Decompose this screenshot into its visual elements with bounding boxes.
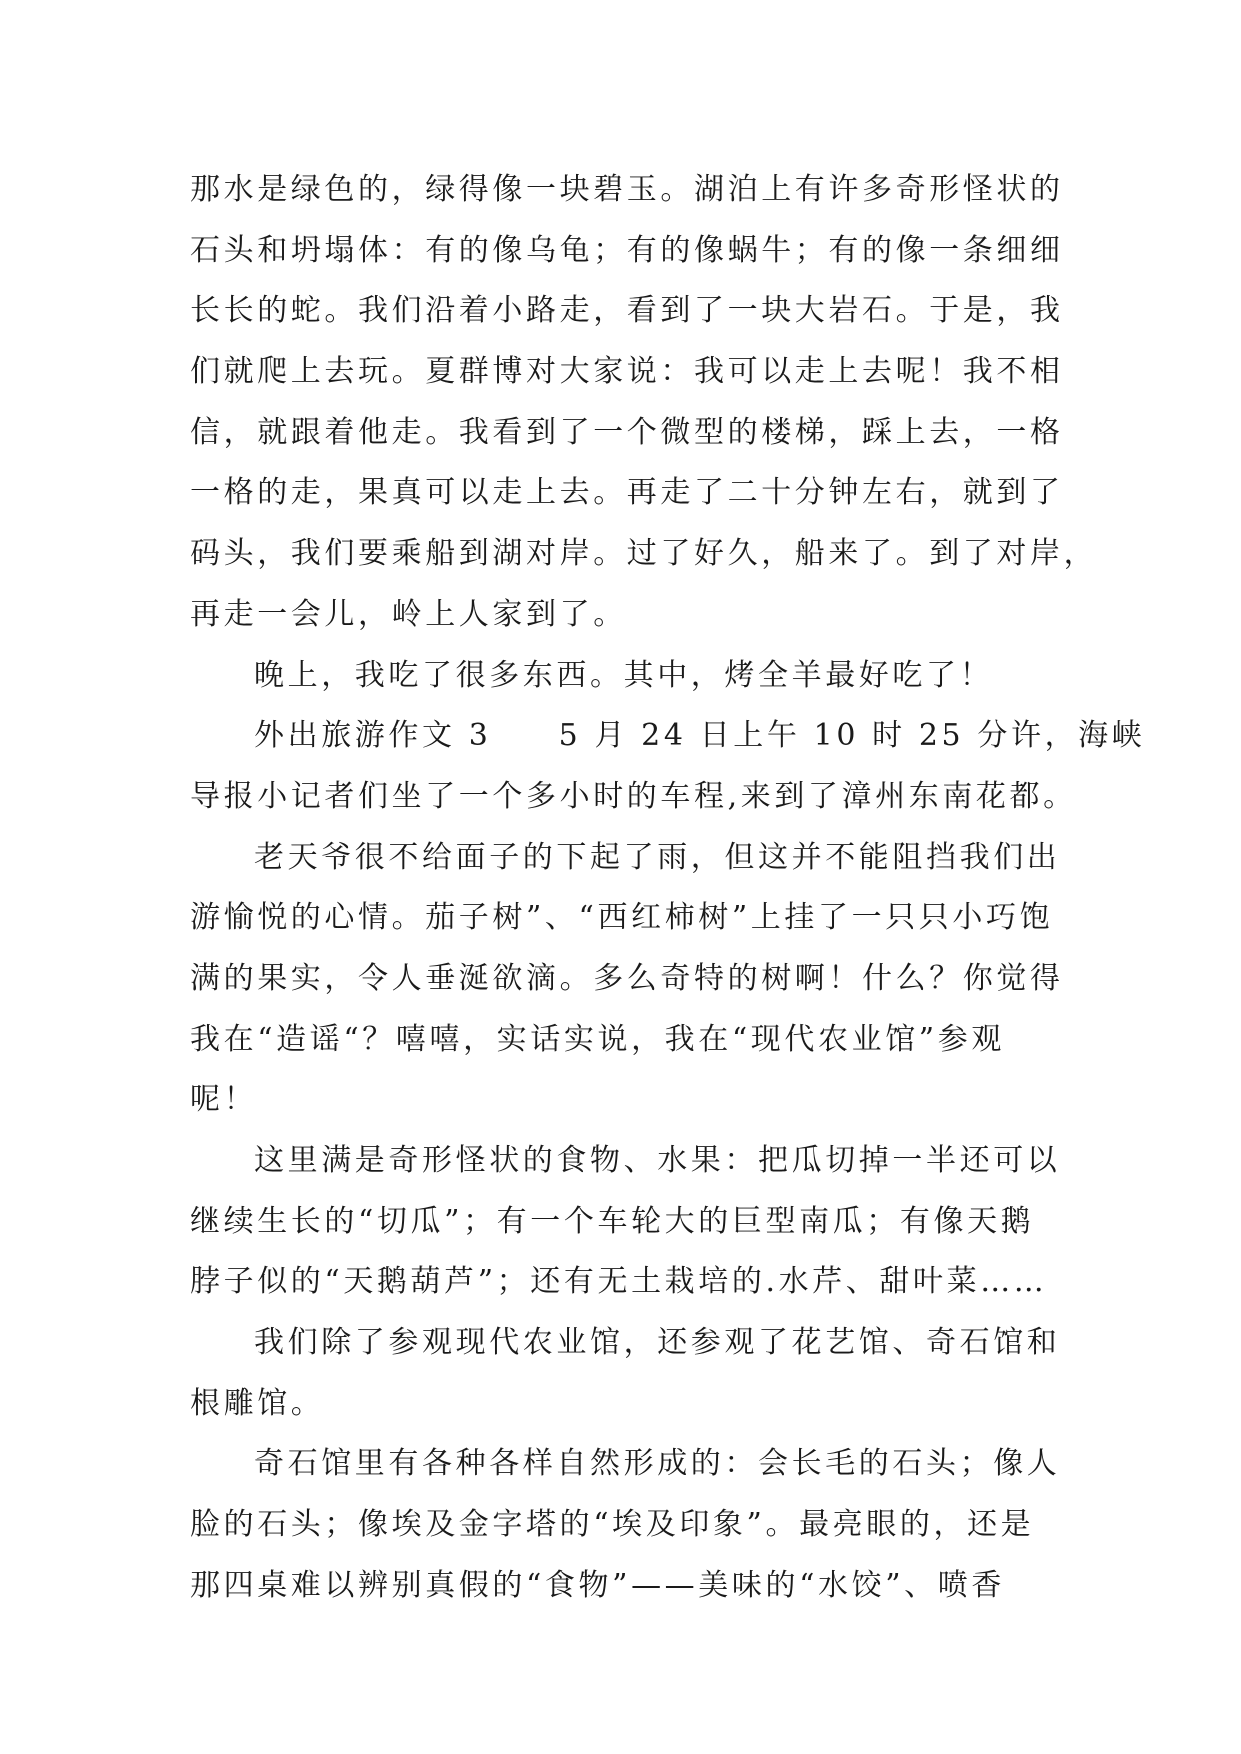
text-line: 呢！ [190, 1082, 258, 1118]
paragraph-start-line: 我们除了参观现代农业馆，还参观了花艺馆、奇石馆和 [254, 1325, 1061, 1361]
section-heading-line: 外出旅游作文 3 5 月 24 日上午 10 时 25 分许，海峡 [254, 718, 1146, 754]
text-line: 导报小记者们坐了一个多小时的车程,来到了漳州东南花都。 [190, 778, 1077, 814]
text-line: 游愉悦的心情。茄子树”、“西红柿树”上挂了一只只小巧饱 [190, 900, 1054, 936]
text-line: 石头和坍塌体：有的像乌龟；有的像蜗牛；有的像一条细细 [190, 232, 1064, 268]
paragraph-start-line: 晚上，我吃了很多东西。其中，烤全羊最好吃了！ [254, 657, 994, 693]
paragraph-start-line: 老天爷很不给面子的下起了雨，但这并不能阻挡我们出 [254, 839, 1061, 875]
text-line: 再走一会儿，岭上人家到了。 [190, 596, 627, 632]
text-line: 码头，我们要乘船到湖对岸。过了好久，船来了。到了对岸， [190, 536, 1098, 572]
text-line: 那水是绿色的，绿得像一块碧玉。湖泊上有许多奇形怪状的 [190, 172, 1064, 207]
paragraph-start-line: 这里满是奇形怪状的食物、水果：把瓜切掉一半还可以 [254, 1143, 1061, 1178]
text-line: 脸的石头；像埃及金字塔的“埃及印象”。最亮眼的，还是 [190, 1507, 1035, 1543]
text-line: 满的果实，令人垂涎欲滴。多么奇特的树啊！什么？你觉得 [190, 960, 1064, 996]
paragraph-start-line: 奇石馆里有各种各样自然形成的：会长毛的石头；像人 [254, 1446, 1061, 1482]
text-line: 继续生长的“切瓜”；有一个车轮大的巨型南瓜；有像天鹅 [190, 1203, 1035, 1239]
text-line: 我在“造谣“？嘻嘻，实话实说，我在“现代农业馆”参观 [190, 1021, 1005, 1057]
text-line: 一格的走，果真可以走上去。再走了二十分钟左右，就到了 [190, 475, 1064, 511]
text-line: 信，就跟着他走。我看到了一个微型的楼梯，踩上去，一格 [190, 414, 1064, 450]
essay-body [190, 160, 1146, 1617]
text-line: 们就爬上去玩。夏群博对大家说：我可以走上去呢！我不相 [190, 354, 1064, 390]
text-line: 那四桌难以辨别真假的“食物”——美味的“水饺”、喷香 [190, 1567, 1005, 1603]
text-line: 根雕馆。 [190, 1385, 325, 1421]
text-line: 长长的蛇。我们沿着小路走，看到了一块大岩石。于是，我 [190, 293, 1064, 329]
text-line: 脖子似的“天鹅葫芦”；还有无土栽培的.水芹、甜叶菜…… [190, 1264, 1048, 1300]
